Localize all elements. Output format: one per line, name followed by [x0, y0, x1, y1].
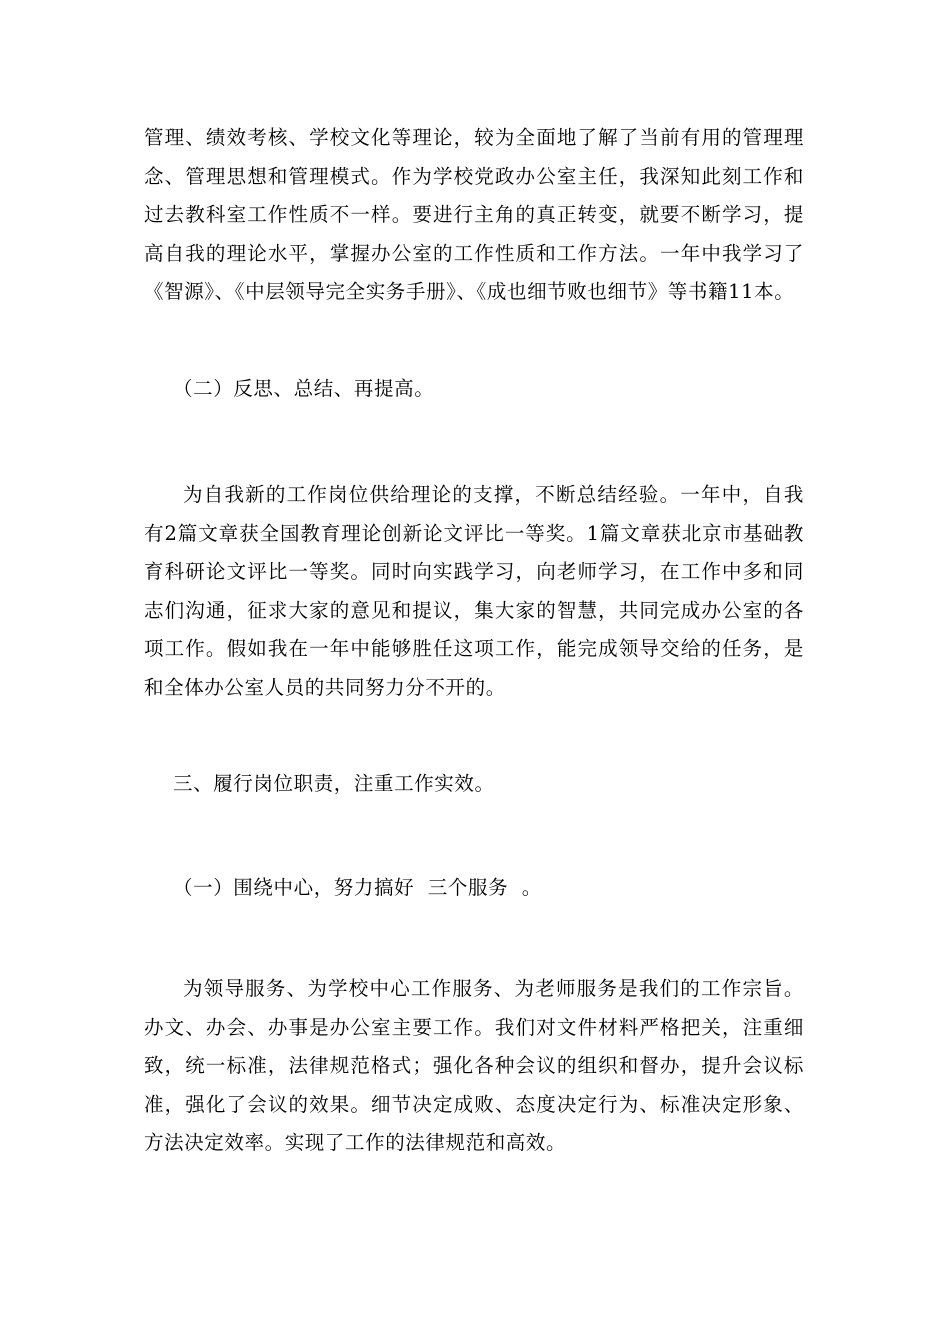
paragraph-continuation: 管理、绩效考核、学校文化等理论，较为全面地了解了当前有用的管理理念、管理思想和管理模式。作为学校党政办公室主任，我深知此刻工作和过去教科室工作性质不一样。要进行主角的真正转变，就要不断学习，提高自我的理论水平，掌握办公室的工作性质和工作方法。一年中我学习了《智源》、《中层领导完全实务手册》、《成也细节败也细节》等书籍11本。 [144, 126, 804, 303]
section-heading-duties: 三、履行岗位职责，注重工作实效。 [173, 772, 495, 795]
subheading-three-services: （一）围绕中心，努力搞好 三个服务 。 [173, 876, 542, 899]
subheading-reflect-summarize: （二）反思、总结、再提高。 [173, 377, 435, 400]
paragraph-service-purpose: 为领导服务、为学校中心工作服务、为老师服务是我们的工作宗旨。办文、办会、办事是办公室主要工作。我们对文件材料严格把关，注重细致，统一标准，法律规范格式；强化各种会议的组织和督办，提升会议标准，强化了会议的效果。细节决定成败、态度决定行为、标准决定形象、方法决定效率。实现了工作的法律规范和高效。 [144, 977, 804, 1154]
paragraph-theory-support: 为自我新的工作岗位供给理论的支撑，不断总结经验。一年中，自我有2篇文章获全国教育理论创新论文评比一等奖。1篇文章获北京市基础教育科研论文评比一等奖。同时向实践学习，向老师学习，在工作中多和同志们沟通，征求大家的意见和提议，集大家的智慧，共同完成办公室的各项工作。假如我在一年中能够胜任这项工作，能完成领导交给的任务，是和全体办公室人员的共同努力分不开的。 [144, 483, 804, 699]
